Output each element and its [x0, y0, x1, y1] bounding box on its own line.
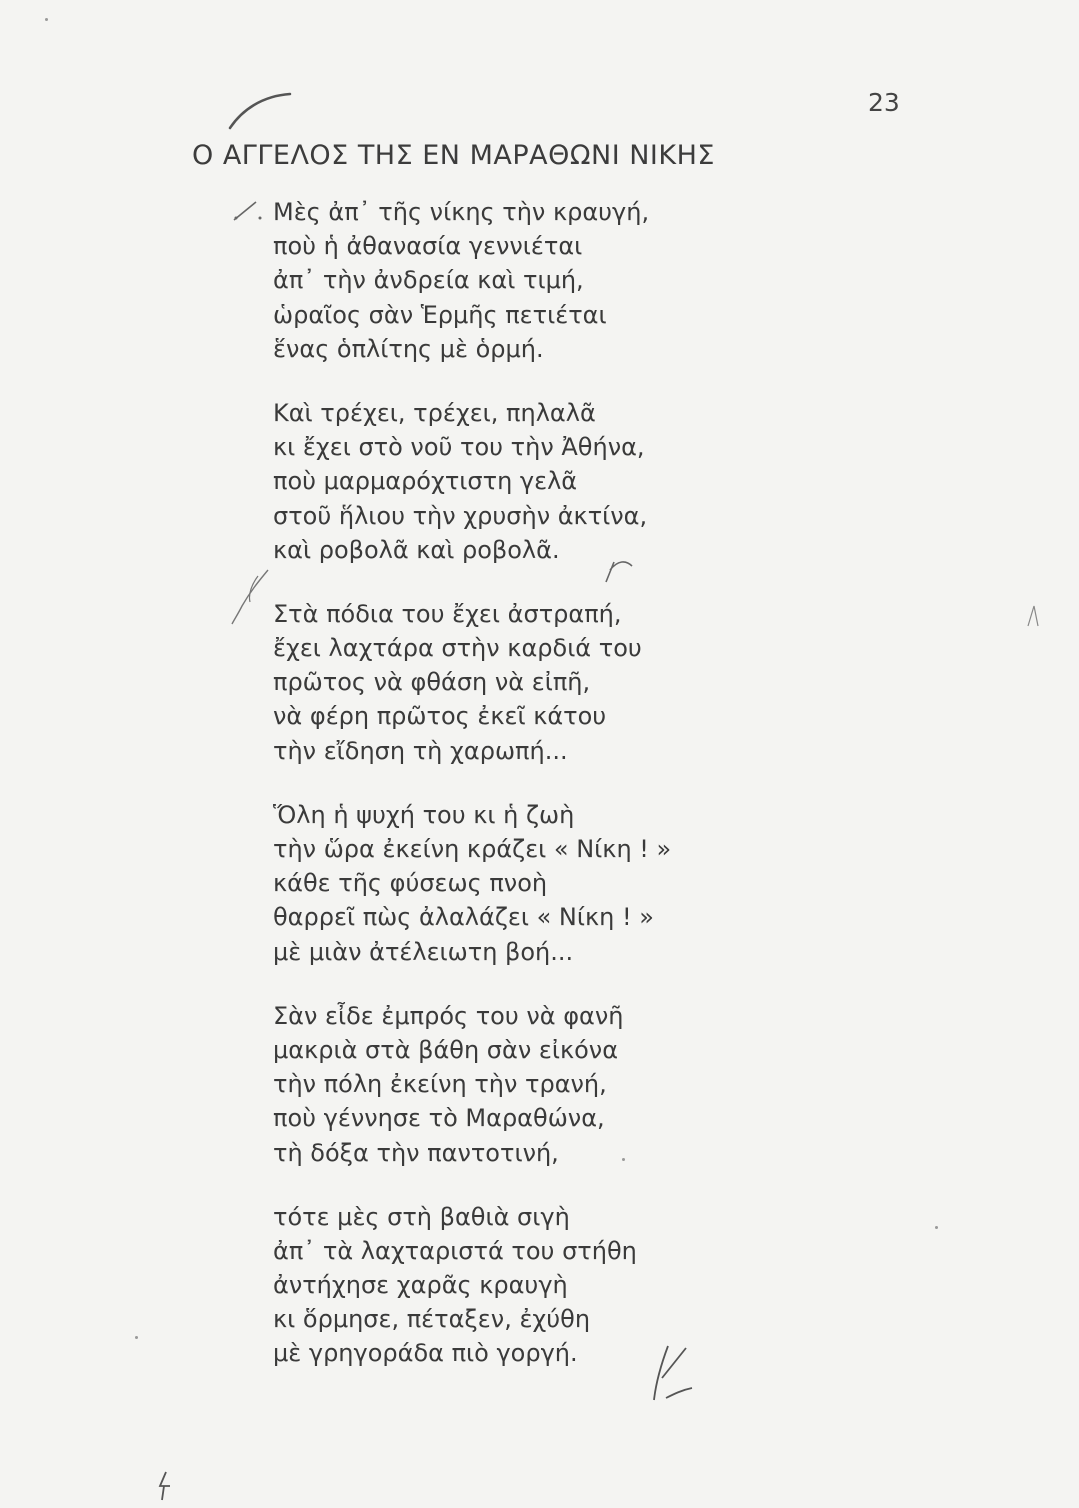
poem-line: ἕνας ὁπλίτης μὲ ὁρμή.	[273, 334, 544, 363]
paper-speck	[622, 1158, 625, 1161]
pencil-mark-first-line	[226, 198, 276, 228]
pencil-mark-bottom	[150, 1468, 180, 1508]
pencil-mark-margin	[1024, 602, 1044, 632]
poem-line: κι ὅρμησε, πέταξεν, ἐχύθη	[273, 1305, 591, 1334]
poem-line: μακριὰ στὰ βάθη σὰν εἰκόνα	[273, 1035, 619, 1064]
poem-line: τὴν ὥρα ἐκείνη κράζει « Νίκη ! »	[273, 835, 672, 863]
stanza-3	[273, 597, 671, 768]
page-number: 23	[868, 88, 900, 117]
pencil-stroke-top	[222, 88, 302, 138]
poem-line: Ὅλη ἡ ψυχή του κι ἡ ζωὴ	[273, 800, 575, 829]
poem-line: Στὰ πόδια του ἔχει ἀστραπή,	[273, 599, 622, 628]
stanza-4	[273, 798, 671, 969]
poem-line: ἀντήχησε χαρᾶς κραυγὴ	[273, 1271, 568, 1300]
poem-line: πρῶτος νὰ φθάση νὰ εἰπῆ,	[273, 668, 591, 697]
pencil-signature-mark	[648, 1338, 698, 1408]
poem-line: ποὺ ἡ ἀθανασία γεννιέται	[273, 232, 583, 261]
stanza-6	[273, 1200, 671, 1371]
poem-line: κάθε τῆς φύσεως πνοὴ	[273, 869, 548, 898]
poem-line: νὰ φέρη πρῶτος ἐκεῖ κάτου	[273, 702, 607, 731]
pencil-bracket-mark	[228, 562, 278, 632]
poem-line: τὴ δόξα τὴν παντοτινή,	[273, 1138, 559, 1167]
paper-speck	[935, 1226, 938, 1229]
pencil-mark-stanza-end	[600, 552, 640, 592]
poem-title: Ο ΑΓΓΕΛΟΣ ΤΗΣ ΕΝ ΜΑΡΑΘΩΝΙ ΝΙΚΗΣ	[192, 140, 715, 171]
poem-line: τὴν πόλη ἐκείνη τὴν τρανή,	[273, 1070, 607, 1099]
stanza-1	[273, 195, 671, 366]
poem-line: ὡραῖος σὰν Ἑρμῆς πετιέται	[273, 300, 607, 329]
stanza-5	[273, 999, 671, 1170]
poem-body	[273, 195, 671, 1401]
paper-speck	[135, 1336, 138, 1339]
poem-line: μὲ μιὰν ἀτέλειωτη βοή...	[273, 937, 574, 966]
poem-line: ἔχει λαχτάρα στὴν καρδιά του	[273, 634, 642, 663]
stanza-2	[273, 396, 671, 567]
poem-line: ποὺ μαρμαρόχτιστη γελᾶ	[273, 467, 578, 496]
poem-line: κι ἔχει στὸ νοῦ του τὴν Ἀθήνα,	[273, 433, 645, 462]
poem-line: ἀπ᾽ τὰ λαχταριστά του στήθη	[273, 1236, 637, 1265]
poem-line: Καὶ τρέχει, τρέχει, πηλαλᾶ	[273, 398, 596, 427]
poem-line: καὶ ροβολᾶ καὶ ροβολᾶ.	[273, 535, 560, 564]
poem-line: στοῦ ἥλιου τὴν χρυσὴν ἀκτίνα,	[273, 501, 648, 530]
poem-line: ποὺ γέννησε τὸ Μαραθώνα,	[273, 1104, 605, 1133]
poem-line: Σὰν εἶδε ἐμπρός του νὰ φανῆ	[273, 1001, 624, 1030]
poem-line: τότε μὲς στὴ βαθιὰ σιγὴ	[273, 1202, 570, 1231]
poem-line: θαρρεῖ πὼς ἀλαλάζει « Νίκη ! »	[273, 903, 654, 932]
poem-line: ἀπ᾽ τὴν ἀνδρεία καὶ τιμή,	[273, 266, 584, 295]
paper-speck	[45, 18, 48, 21]
poem-line: τὴν εἴδηση τὴ χαρωπή...	[273, 736, 568, 765]
poem-line: Μὲς ἀπ᾽ τῆς νίκης τὴν κραυγή,	[273, 198, 650, 226]
poem-line: μὲ γρηγοράδα πιὸ γοργή.	[273, 1339, 578, 1368]
